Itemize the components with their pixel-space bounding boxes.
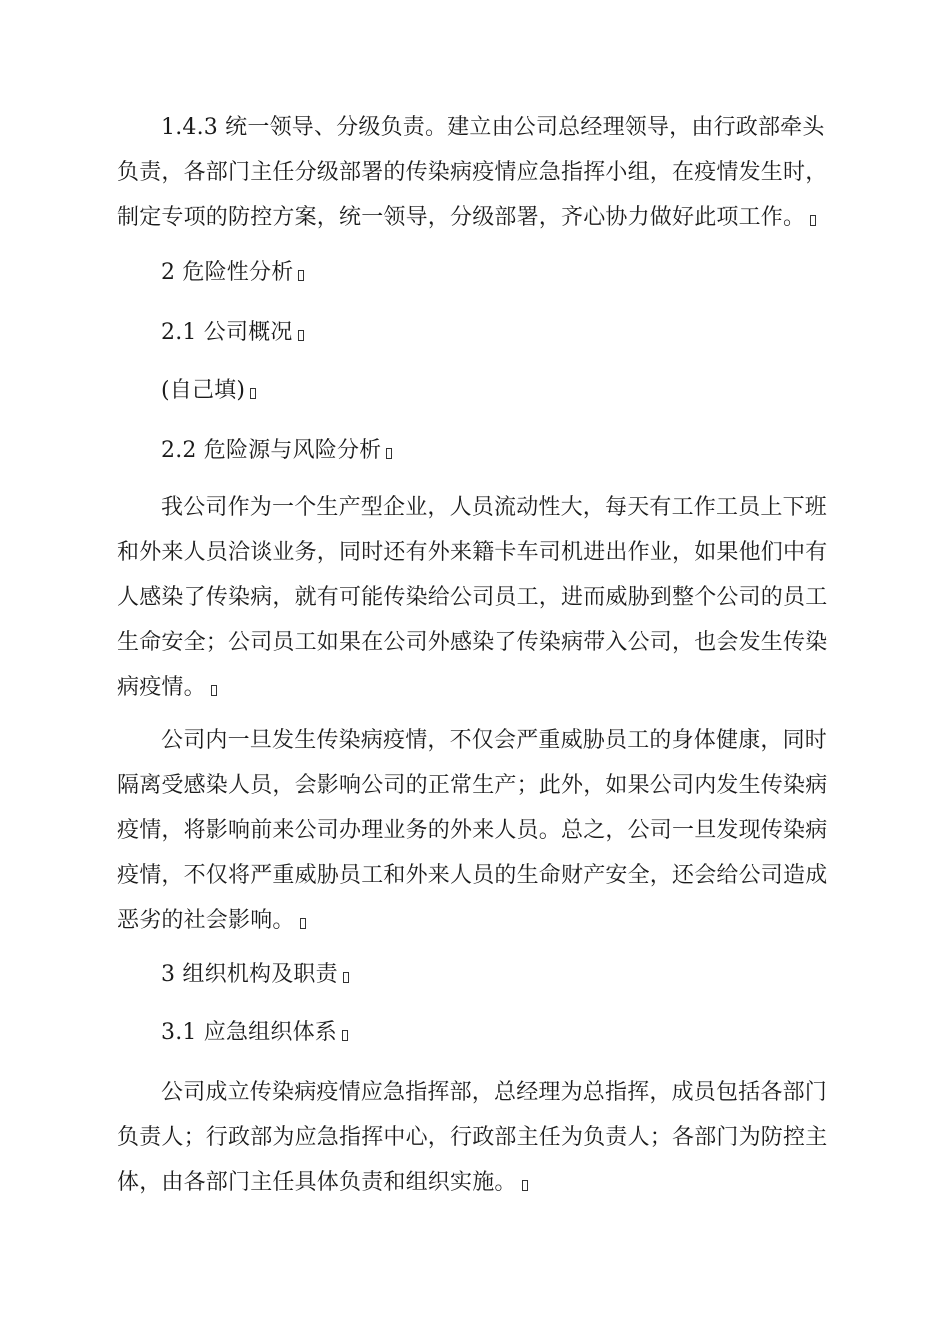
- paragraph-mark-icon: [298, 330, 304, 341]
- paragraph-organization: 公司成立传染病疫情应急指挥部，总经理为总指挥，成员包括各部门负责人；行政部为应急指挥中心，行政部主任为负责人；各部门为防控主体，由各部门主任具体负责和组织实施。: [117, 1080, 828, 1195]
- heading-2-2: 2.2 危险源与风险分析: [117, 428, 835, 473]
- paragraph-mark-icon: [386, 448, 392, 459]
- paragraph-mark-icon: [250, 388, 256, 399]
- paragraph-mark-icon: [810, 215, 816, 226]
- heading-2: 2 危险性分析: [117, 250, 835, 295]
- paragraph-fill-in: (自己填): [117, 368, 835, 413]
- heading-2-1: 2.1 公司概况: [117, 310, 835, 355]
- paragraph-mark-icon: [211, 685, 217, 696]
- paragraph-risk-analysis: 我公司作为一个生产型企业，人员流动性大，每天有工作工员上下班和外来人员洽谈业务，同时还有外来籍卡车司机进出作业，如果他们中有人感染了传染病，就有可能传染给公司员工，进而威胁到整个公司的员工生命安全；公司员工如果在公司外感染了传染病带入公司，也会发生传染病疫情。: [117, 495, 828, 700]
- heading-3-1: 3.1 应急组织体系: [117, 1010, 835, 1055]
- paragraph-mark-icon: [343, 972, 349, 983]
- paragraph-mark-icon: [300, 918, 306, 929]
- heading-3: 3 组织机构及职责: [117, 952, 835, 997]
- paragraph-mark-icon: [522, 1180, 528, 1191]
- paragraph-mark-icon: [298, 270, 304, 281]
- paragraph-1-4-3: 1.4.3 统一领导、分级负责。建立由公司总经理领导，由行政部牵头负责，各部门主任分级部署的传染病疫情应急指挥小组，在疫情发生时，制定专项的防控方案，统一领导，分级部署，齐心协力做好此项工作。: [117, 115, 828, 230]
- paragraph-impact: 公司内一旦发生传染病疫情，不仅会严重威胁员工的身体健康，同时隔离受感染人员，会影响公司的正常生产；此外，如果公司内发生传染病疫情，将影响前来公司办理业务的外来人员。总之，公司一旦发现传染病疫情，不仅将严重威胁员工和外来人员的生命财产安全，还会给公司造成恶劣的社会影响。: [117, 728, 828, 933]
- paragraph-mark-icon: [342, 1030, 348, 1041]
